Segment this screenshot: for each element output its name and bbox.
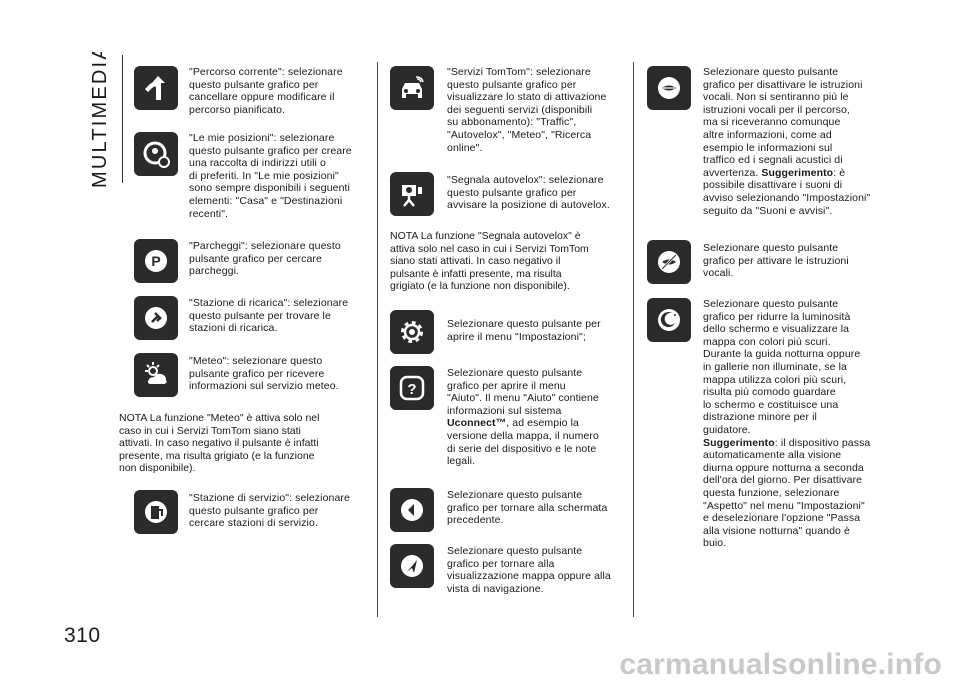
watermark: carmanualsonline.info — [619, 648, 942, 681]
title-divider — [122, 55, 123, 183]
page-number: 310 — [64, 624, 101, 647]
voice-on-text: Selezionare questo pulsante grafico per attivare le istruzioni vocali. — [703, 242, 849, 280]
weather-icon — [134, 353, 178, 397]
charging-station-icon — [134, 296, 178, 340]
route-arrow-icon — [134, 66, 178, 110]
weather-text: "Meteo": selezionare questo pulsante grafico per ricevere informazioni sul servizio meteo. — [189, 355, 339, 393]
fuel-station-icon — [134, 490, 178, 534]
voice-mute-text: Selezionare questo pulsante grafico per disattivare le istruzioni vocali. Non si sentiranno più le istruzioni vocali per il percorso, ma si riceveranno comunque altre informazioni, come ad esempio le informazioni sul traffico ed i segnali acustici di avvertenza. Suggerimento: è possibile disattivare i suoni di avviso selezionando "Impostazioni" seguito da "Suoni e avvisi". — [703, 66, 871, 217]
column-divider-2 — [633, 62, 634, 617]
current-route-text: "Percorso corrente": selezionare questo pulsante grafico per cancellare oppure modificare il percorso pianificato. — [189, 66, 343, 116]
my-places-text: "Le mie posizioni": selezionare questo pulsante grafico per creare una raccolta di indirizzi utili o di preferiti. In "Le mie posizioni" sono sempre disponibili i seguenti elementi: "Casa" e "Destinazioni recenti". — [189, 132, 352, 220]
fuel-station-text: "Stazione di servizio": selezionare questo pulsante grafico per cercare stazioni di servizio. — [189, 492, 350, 530]
parking-icon — [134, 239, 178, 283]
night-mode-text: Selezionare questo pulsante grafico per ridurre la luminosità dello schermo e visualizzare la mappa con colori più scuri. Durante la guida notturna oppure in gallerie non illuminate, se la mappa utilizza colori più scuri, risulta più comodo guardare lo schermo e costituisce una distrazione minore per il guidatore. Suggerimento: il dispositivo passa automaticamente alla visione diurna oppure notturna a seconda dell'ora del giorno. Per disattivare questa funzione, selezionare "Aspetto" nel menu "Impostazioni" e deselezionare l'opzione "Passa alla visione notturna" quando è buio. — [703, 298, 871, 550]
svg-text:?: ? — [407, 381, 417, 398]
tomtom-services-icon — [390, 66, 434, 110]
navigation-arrow-icon[interactable] — [390, 544, 434, 588]
voice-mute-icon[interactable] — [647, 66, 691, 110]
weather-note: NOTA La funzione "Meteo" è attiva solo nel caso in cui i Servizi TomTom siano stati attivati. In caso negativo il pulsante è infatti presente, ma risulta grigiato (e la funzione non disponibile). — [119, 412, 320, 475]
section-title-text: MULTIMEDIA — [89, 52, 111, 188]
my-places-icon — [134, 132, 178, 176]
section-title — [68, 52, 122, 192]
column-divider-1 — [377, 62, 378, 617]
back-arrow-icon[interactable] — [390, 488, 434, 532]
back-text: Selezionare questo pulsante grafico per tornare alla schermata precedente. — [447, 489, 608, 527]
svg-text:P: P — [151, 253, 161, 269]
settings-text: Selezionare questo pulsante per aprire il menu "Impostazioni"; — [447, 318, 601, 343]
help-text: Selezionare questo pulsante grafico per aprire il menu "Aiuto". Il menu "Aiuto" contiene informazioni sul sistema Uconnect™, ad esempio la versione della mappa, il numero di serie del dispositivo e le note legali. — [447, 367, 599, 468]
parking-text: "Parcheggi": selezionare questo pulsante grafico per cercare parcheggi. — [189, 240, 341, 278]
tomtom-services-text: "Servizi TomTom": selezionare questo pulsante grafico per visualizzare lo stato di attivazione dei seguenti servizi (disponibili su abbonamento): "Traffic", "Autovelox", "Meteo", "Ricerca online". — [447, 66, 607, 154]
settings-gear-icon[interactable] — [390, 310, 434, 354]
charging-station-text: "Stazione di ricarica": selezionare questo pulsante per trovare le stazioni di ricarica. — [189, 297, 349, 335]
speed-camera-text: "Segnala autovelox": selezionare questo pulsante grafico per avvisare la posizione di autovelox. — [447, 174, 610, 212]
navigation-view-text: Selezionare questo pulsante grafico per tornare alla visualizzazione mappa oppure alla vista di navigazione. — [447, 545, 611, 595]
voice-on-icon[interactable] — [647, 240, 691, 284]
speed-camera-icon — [390, 172, 434, 216]
night-mode-icon[interactable] — [647, 298, 691, 342]
help-question-icon[interactable] — [390, 366, 434, 410]
speed-camera-note: NOTA La funzione "Segnala autovelox" è attiva solo nel caso in cui i Servizi TomTom siano stati attivati. In caso negativo il pulsante è infatti presente, ma risulta grigiato (e la funzione non disponibile). — [390, 230, 589, 293]
